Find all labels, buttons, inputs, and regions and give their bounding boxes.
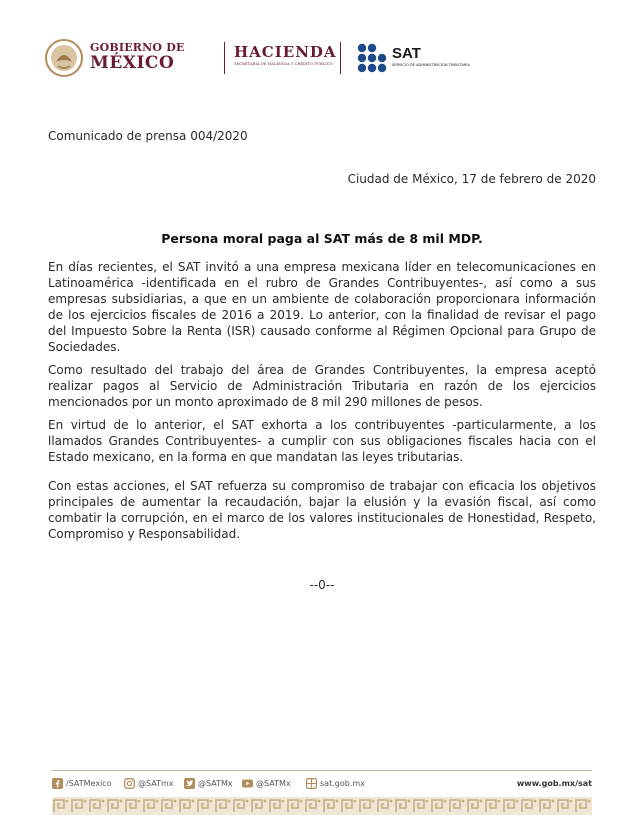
site-link: sat.gob.mx xyxy=(320,779,365,788)
hacienda-name: HACIENDA xyxy=(234,43,337,61)
paragraph: Con estas acciones, el SAT refuerza su compromiso de trabajar con eficacia los objetivos principales de aumentar la recaudación, bajar la elusión y la evasión fiscal, así como combatir la corrupción, en el marco de los valores institucionales de Honestidad, Respeto, Compromiso y Responsabilidad. xyxy=(48,479,596,541)
youtube-handle: @SATMx xyxy=(256,779,291,788)
page-footer xyxy=(52,776,592,794)
footer-instagram[interactable] xyxy=(124,778,174,789)
facebook-icon xyxy=(52,778,63,789)
twitter-icon xyxy=(184,778,195,789)
decorative-border-pattern xyxy=(52,797,592,815)
facebook-handle: /SATMexico xyxy=(66,779,112,788)
gobierno-line1: GOBIERNO DE xyxy=(90,41,185,54)
hacienda-subtitle: SECRETARÍA DE HACIENDA Y CRÉDITO PÚBLICO xyxy=(234,62,333,66)
footer-twitter[interactable] xyxy=(184,778,233,789)
release-date: Ciudad de México, 17 de febrero de 2020 xyxy=(347,172,596,186)
sat-subtitle: SERVICIO DE ADMINISTRACIÓN TRIBUTARIA xyxy=(392,63,470,67)
header-divider xyxy=(340,42,341,74)
twitter-handle: @SATMx xyxy=(198,779,233,788)
hacienda-logo-text xyxy=(234,45,337,67)
instagram-icon xyxy=(124,778,135,789)
footer-site[interactable] xyxy=(306,778,365,789)
header-divider xyxy=(224,42,225,74)
footer-youtube[interactable] xyxy=(242,778,291,789)
paragraph: En días recientes, el SAT invitó a una empresa mexicana líder en telecomunicaciones en Latinoamérica -identificada en el rubro de Grandes Contribuyentes-, así como a sus empresas subsidiarias, a que en un ambiente de colaboración proporcionara información de los ejercicios fiscales de 2016 a 2019. Lo anterior, con la finalidad de revisar el pago del Impuesto Sobre la Renta (ISR) causado conforme al Régimen Opcional para Grupo de Sociedades. xyxy=(48,260,596,354)
press-release-number: Comunicado de prensa 004/2020 xyxy=(48,129,248,143)
paragraph: Como resultado del trabajo del área de Grandes Contribuyentes, la empresa aceptó realizar pagos al Servicio de Administración Tributaria en razón de los ejercicios mencionados por un monto aproximado de 8 mil 290 millones de pesos. xyxy=(48,363,596,409)
footer-divider xyxy=(52,770,592,771)
gobierno-line2: MÉXICO xyxy=(90,53,175,73)
instagram-handle: @SATmx xyxy=(138,779,174,788)
gob-web-link[interactable]: www.gob.mx/sat xyxy=(516,779,592,788)
sat-logo-icon xyxy=(356,42,388,74)
sat-name: SAT xyxy=(392,45,421,62)
sat-logo-text xyxy=(392,46,470,68)
page-header xyxy=(44,36,604,80)
gobierno-logo-text xyxy=(90,42,185,72)
footer-facebook[interactable] xyxy=(52,778,112,789)
end-mark: --0-- xyxy=(309,578,335,592)
paragraph: En virtud de lo anterior, el SAT exhorta a los contribuyentes -particularmente, a los llamados Grandes Contribuyentes- a cumplir con sus obligaciones fiscales hacia con el Estado mexicano, en la forma en que mandatan las leyes tributarias. xyxy=(48,418,596,464)
release-title: Persona moral paga al SAT más de 8 mil MDP. xyxy=(161,231,483,246)
web-grid-icon xyxy=(306,778,317,789)
mexico-seal-icon xyxy=(44,38,84,78)
youtube-icon xyxy=(242,778,253,789)
